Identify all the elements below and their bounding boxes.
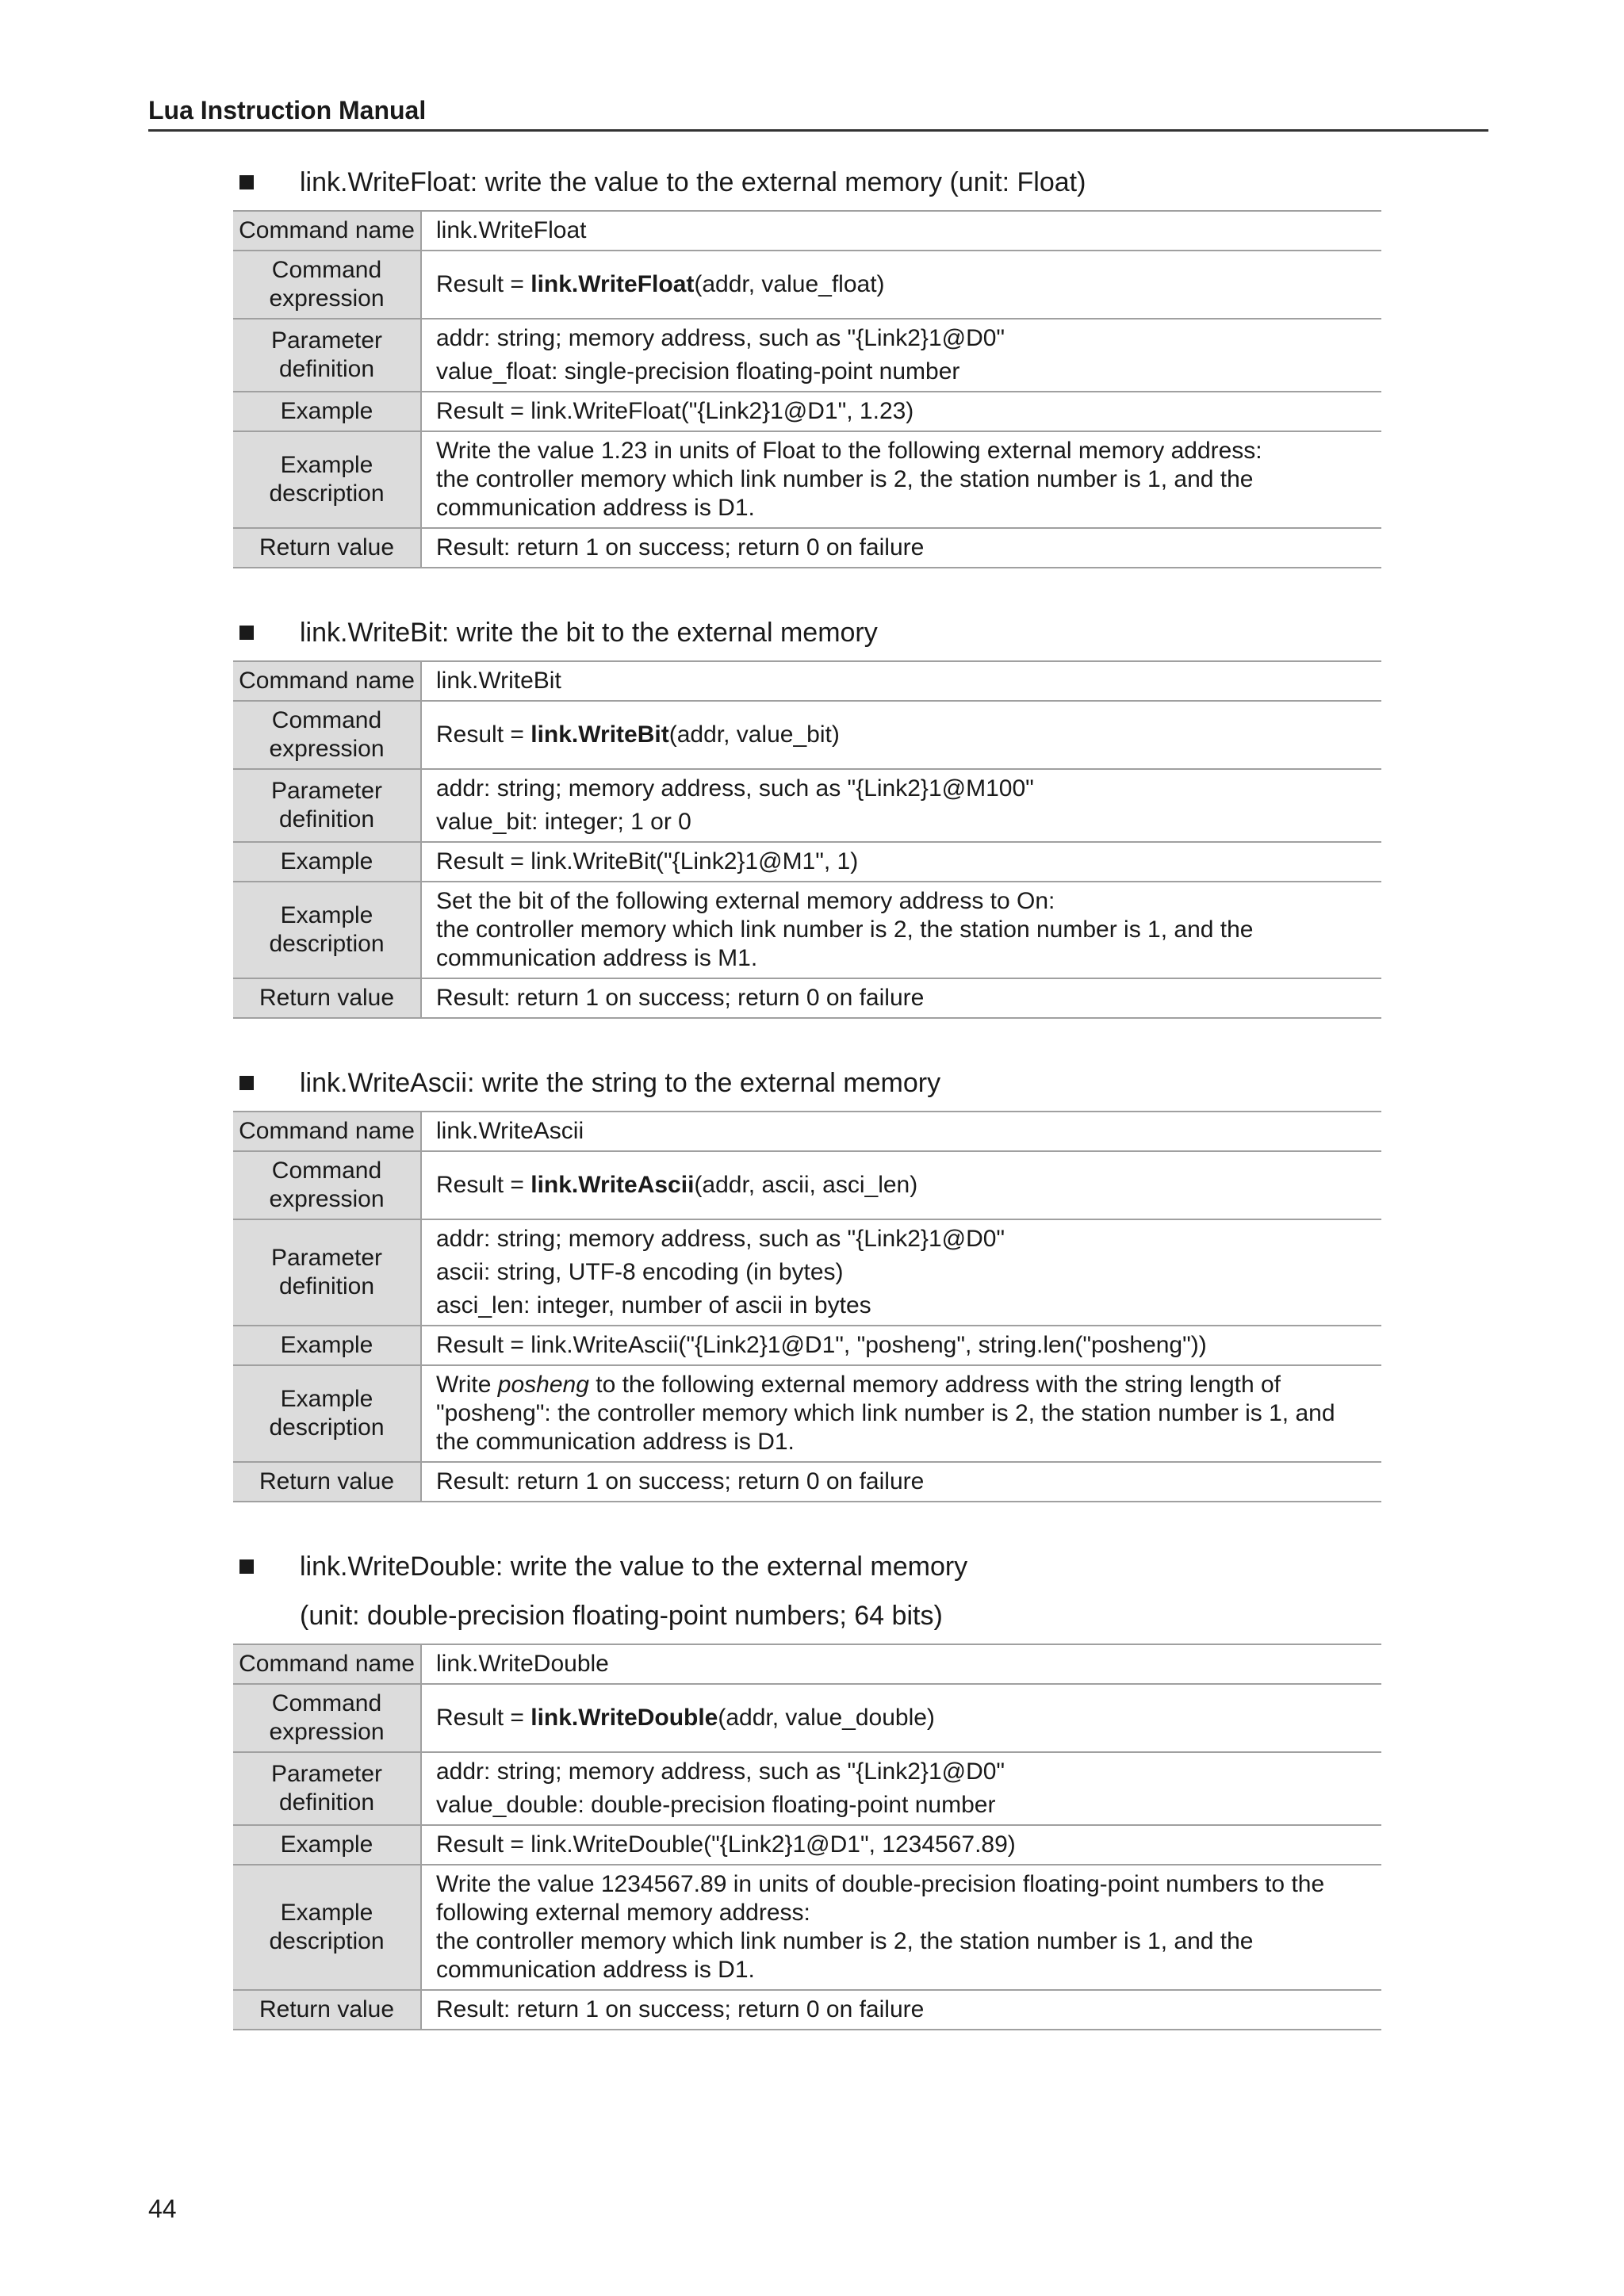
command-name-value: link.WriteDouble (436, 1651, 609, 1677)
expression-args: (addr, value_bit) (668, 721, 840, 748)
table-row (233, 431, 1381, 528)
row-label-example: Example (233, 842, 421, 882)
example-value: Result = link.WriteFloat("{Link2}1@D1", 1.23) (436, 398, 914, 424)
table-row (233, 319, 1381, 392)
example-value: Result = link.WriteAscii("{Link2}1@D1", "posheng", string.len("posheng")) (436, 1332, 1207, 1358)
expression-prefix: Result = (436, 721, 531, 748)
table-row (233, 528, 1381, 568)
expression-function: link.WriteDouble (530, 1705, 718, 1731)
description-line: the controller memory which link number is 2, the station number is 1, and the (436, 1928, 1254, 1954)
parameter-line: value_double: double-precision floating-point number (436, 1792, 996, 1818)
example-value: Result = link.WriteDouble("{Link2}1@D1", 1234567.89) (436, 1831, 1016, 1858)
table-row (233, 769, 1381, 842)
command-table (233, 210, 1381, 568)
description-line: "posheng": the controller memory which link number is 2, the station number is 1, and (436, 1400, 1335, 1426)
row-label-return-value: Return value (233, 1990, 421, 2030)
parameter-definition-value (421, 769, 1381, 842)
table-row (233, 1644, 1381, 1684)
expression-prefix: Result = (436, 1705, 531, 1731)
table-row (233, 1752, 1381, 1825)
expression-prefix: Result = (436, 271, 531, 297)
parameter-line: ascii: string, UTF-8 encoding (in bytes) (436, 1259, 844, 1285)
page-content (233, 163, 1381, 2075)
page-number: 44 (148, 2195, 177, 2223)
section-title (233, 1063, 1381, 1103)
expression-args: (addr, value_float) (694, 271, 885, 297)
section-title-text: link.WriteFloat: write the value to the external memory (unit: Float) (300, 167, 1086, 197)
return-value-value: Result: return 1 on success; return 0 on failure (436, 1996, 925, 2022)
description-line: Set the bit of the following external memory address to On: (436, 888, 1055, 914)
section-title-text: link.WriteDouble: write the value to the external memory (300, 1552, 968, 1582)
parameter-line: addr: string; memory address, such as "{Link2}1@D0" (436, 1226, 1005, 1252)
expression-args: (addr, value_double) (718, 1705, 935, 1731)
table-row (233, 211, 1381, 251)
description-line: Write the value 1.23 in units of Float to the following external memory address: (436, 438, 1262, 464)
description-line: Write the value 1234567.89 in units of double-precision floating-point numbers to the (436, 1871, 1325, 1897)
square-bullet-icon (239, 626, 254, 640)
return-value-value: Result: return 1 on success; return 0 on failure (436, 985, 925, 1011)
running-header: Lua Instruction Manual (148, 91, 1488, 132)
table-row (233, 1684, 1381, 1752)
row-label-example-description: Example description (233, 1865, 421, 1990)
table-row (233, 1326, 1381, 1365)
table-row (233, 661, 1381, 701)
description-line: Write posheng to the following external memory address with the string length of (436, 1372, 1281, 1398)
command-name-value: link.WriteBit (436, 668, 561, 694)
row-label-return-value: Return value (233, 978, 421, 1018)
table-row (233, 1990, 1381, 2030)
row-label-command-name: Command name (233, 1644, 421, 1684)
parameter-line: value_float: single-precision floating-point number (436, 358, 960, 385)
description-line: communication address is D1. (436, 495, 755, 521)
return-value-value: Result: return 1 on success; return 0 on failure (436, 1468, 925, 1494)
section-subtitle-text: (unit: double-precision floating-point numbers; 64 bits) (300, 1601, 943, 1631)
table-row (233, 251, 1381, 319)
table-row (233, 1112, 1381, 1151)
row-label-example-description: Example description (233, 431, 421, 528)
row-label-return-value: Return value (233, 1462, 421, 1502)
row-label-parameter-definition: Parameter definition (233, 1219, 421, 1326)
table-row (233, 842, 1381, 882)
row-label-example: Example (233, 1825, 421, 1865)
row-label-example: Example (233, 392, 421, 431)
table-row (233, 1365, 1381, 1462)
example-description-value (421, 1365, 1381, 1462)
expression-function: link.WriteAscii (530, 1172, 695, 1198)
section-writeascii (233, 1063, 1381, 1502)
command-expression-value (421, 251, 1381, 319)
table-row (233, 701, 1381, 769)
row-label-example-description: Example description (233, 882, 421, 978)
section-writebit (233, 613, 1381, 1019)
command-name-value: link.WriteAscii (436, 1118, 584, 1144)
expression-args: (addr, ascii, asci_len) (694, 1172, 918, 1198)
row-label-parameter-definition: Parameter definition (233, 319, 421, 392)
description-line: following external memory address: (436, 1900, 810, 1926)
parameter-definition-value (421, 1752, 1381, 1825)
example-description-value (421, 882, 1381, 978)
description-line: the communication address is D1. (436, 1429, 795, 1455)
row-label-parameter-definition: Parameter definition (233, 1752, 421, 1825)
table-row (233, 1151, 1381, 1219)
expression-function: link.WriteBit (530, 721, 669, 748)
description-line: communication address is D1. (436, 1957, 755, 1983)
row-label-parameter-definition: Parameter definition (233, 769, 421, 842)
command-expression-value (421, 1151, 1381, 1219)
command-name-value: link.WriteFloat (436, 217, 587, 243)
table-row (233, 392, 1381, 431)
return-value-value: Result: return 1 on success; return 0 on failure (436, 534, 925, 561)
row-label-command-expression: Command expression (233, 1151, 421, 1219)
command-table (233, 660, 1381, 1019)
parameter-definition-value (421, 319, 1381, 392)
parameter-line: asci_len: integer, number of ascii in bytes (436, 1292, 871, 1318)
description-line: the controller memory which link number is 2, the station number is 1, and the (436, 916, 1254, 943)
description-line: communication address is M1. (436, 945, 758, 971)
row-label-example: Example (233, 1326, 421, 1365)
row-label-example-description: Example description (233, 1365, 421, 1462)
section-title (233, 163, 1381, 202)
expression-prefix: Result = (436, 1172, 531, 1198)
row-label-command-name: Command name (233, 1112, 421, 1151)
section-title-text: link.WriteBit: write the bit to the external memory (300, 618, 878, 648)
section-title (233, 1547, 1381, 1636)
row-label-command-name: Command name (233, 661, 421, 701)
command-expression-value (421, 701, 1381, 769)
parameter-line: addr: string; memory address, such as "{Link2}1@D0" (436, 1758, 1005, 1785)
section-title-text: link.WriteAscii: write the string to the external memory (300, 1068, 941, 1098)
example-description-value (421, 431, 1381, 528)
parameter-line: addr: string; memory address, such as "{Link2}1@M100" (436, 775, 1034, 802)
row-label-command-expression: Command expression (233, 251, 421, 319)
table-row (233, 1865, 1381, 1990)
example-description-value (421, 1865, 1381, 1990)
table-row (233, 1462, 1381, 1502)
command-table (233, 1644, 1381, 2030)
square-bullet-icon (239, 1559, 254, 1574)
section-writefloat (233, 163, 1381, 568)
square-bullet-icon (239, 1076, 254, 1090)
expression-function: link.WriteFloat (530, 271, 695, 297)
square-bullet-icon (239, 175, 254, 189)
parameter-line: value_bit: integer; 1 or 0 (436, 809, 691, 835)
table-row (233, 978, 1381, 1018)
row-label-command-expression: Command expression (233, 701, 421, 769)
section-writedouble (233, 1547, 1381, 2030)
row-label-return-value: Return value (233, 528, 421, 568)
row-label-command-expression: Command expression (233, 1684, 421, 1752)
parameter-definition-value (421, 1219, 1381, 1326)
description-line: the controller memory which link number is 2, the station number is 1, and the (436, 466, 1254, 492)
row-label-command-name: Command name (233, 211, 421, 251)
section-title (233, 613, 1381, 652)
table-row (233, 1825, 1381, 1865)
table-row (233, 882, 1381, 978)
example-value: Result = link.WriteBit("{Link2}1@M1", 1) (436, 848, 859, 874)
command-table (233, 1111, 1381, 1502)
table-row (233, 1219, 1381, 1326)
command-expression-value (421, 1684, 1381, 1752)
parameter-line: addr: string; memory address, such as "{Link2}1@D0" (436, 325, 1005, 351)
